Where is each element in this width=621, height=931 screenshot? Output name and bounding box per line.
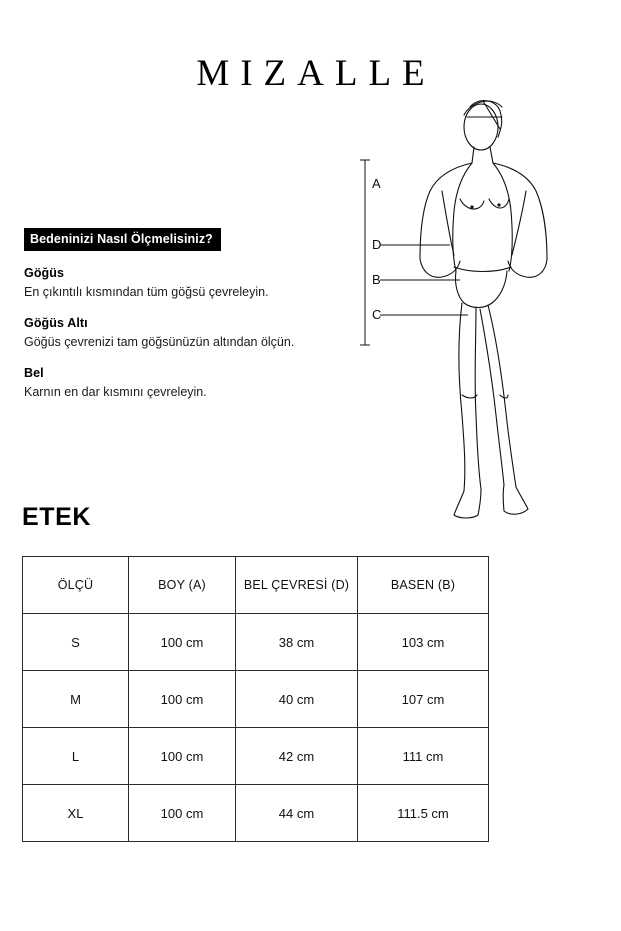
instruction-heading-waist: Bel bbox=[24, 365, 44, 380]
figure-bust-point-right bbox=[497, 203, 500, 206]
figure-torso-right bbox=[493, 163, 512, 271]
table-cell-hip: 107 cm bbox=[358, 671, 489, 728]
marker-label-d: D bbox=[372, 237, 382, 252]
body-figure-diagram bbox=[350, 95, 600, 545]
table-cell-size: XL bbox=[23, 785, 129, 842]
instructions-title: Bedeninizi Nasıl Ölçmelisiniz? bbox=[24, 228, 221, 251]
instruction-group-underbust bbox=[24, 316, 344, 351]
table-cell-hip: 111.5 cm bbox=[358, 785, 489, 842]
table-header-cell: ÖLÇÜ bbox=[23, 557, 129, 614]
instruction-group-waist bbox=[24, 366, 344, 401]
table-cell-length: 100 cm bbox=[129, 671, 236, 728]
table-header-cell: BASEN (B) bbox=[358, 557, 489, 614]
instruction-text-waist: Karnın en dar kısmını çevreleyin. bbox=[24, 384, 207, 399]
instruction-text-underbust: Göğüs çevrenizi tam göğsünüzün altından ölçün. bbox=[24, 334, 295, 349]
figure-hair-line-1 bbox=[483, 101, 500, 129]
table-cell-length: 100 cm bbox=[129, 728, 236, 785]
section-title: ETEK bbox=[22, 503, 92, 531]
table-header-cell: BOY (A) bbox=[129, 557, 236, 614]
figure-hairline bbox=[464, 101, 502, 115]
figure-head bbox=[464, 104, 498, 150]
table-cell-hip: 111 cm bbox=[358, 728, 489, 785]
table-row bbox=[23, 728, 489, 785]
instruction-heading-bust: Göğüs bbox=[24, 266, 65, 280]
table-cell-waist: 44 cm bbox=[236, 785, 358, 842]
instruction-group-bust bbox=[24, 266, 344, 301]
table-cell-waist: 42 cm bbox=[236, 728, 358, 785]
table-row bbox=[23, 671, 489, 728]
figure-right-leg-outer bbox=[488, 305, 516, 487]
table-row bbox=[23, 785, 489, 842]
figure-neck-right bbox=[490, 147, 493, 163]
table-cell-size: L bbox=[23, 728, 129, 785]
table-cell-size: M bbox=[23, 671, 129, 728]
figure-underwear bbox=[455, 271, 507, 308]
figure-right-arm-outer bbox=[493, 163, 547, 259]
table-row bbox=[23, 614, 489, 671]
figure-bust-point-left bbox=[470, 205, 473, 208]
figure-right-hand bbox=[508, 259, 547, 277]
figure-left-leg-inner bbox=[475, 307, 481, 489]
table-cell-hip: 103 cm bbox=[358, 614, 489, 671]
figure-neck-left bbox=[472, 147, 474, 163]
table-header-row bbox=[23, 557, 489, 614]
figure-right-leg-inner bbox=[480, 309, 504, 485]
figure-left-leg-outer bbox=[459, 303, 465, 491]
table-cell-waist: 40 cm bbox=[236, 671, 358, 728]
table-cell-length: 100 cm bbox=[129, 614, 236, 671]
table-header-cell: BEL ÇEVRESİ (D) bbox=[236, 557, 358, 614]
instruction-heading-underbust: Göğüs Altı bbox=[24, 315, 88, 330]
brand-wordmark: MIZALLE bbox=[196, 53, 436, 94]
table-cell-waist: 38 cm bbox=[236, 614, 358, 671]
marker-label-a: A bbox=[372, 176, 381, 191]
size-chart-table bbox=[22, 556, 489, 842]
measurement-instructions bbox=[24, 228, 344, 401]
figure-right-foot bbox=[503, 485, 528, 514]
figure-torso-left bbox=[453, 163, 472, 271]
table-cell-length: 100 cm bbox=[129, 785, 236, 842]
figure-right-arm-inner bbox=[512, 191, 526, 255]
body-figure-svg bbox=[350, 95, 600, 545]
figure-left-foot bbox=[454, 489, 481, 518]
instruction-text-bust: En çıkıntılı kısmından tüm göğsü çevreleyin. bbox=[24, 285, 269, 299]
figure-left-knee bbox=[462, 395, 477, 398]
marker-label-c: C bbox=[372, 307, 382, 322]
table-cell-size: S bbox=[23, 614, 129, 671]
marker-label-b: B bbox=[372, 272, 381, 287]
figure-hipline bbox=[454, 267, 511, 272]
